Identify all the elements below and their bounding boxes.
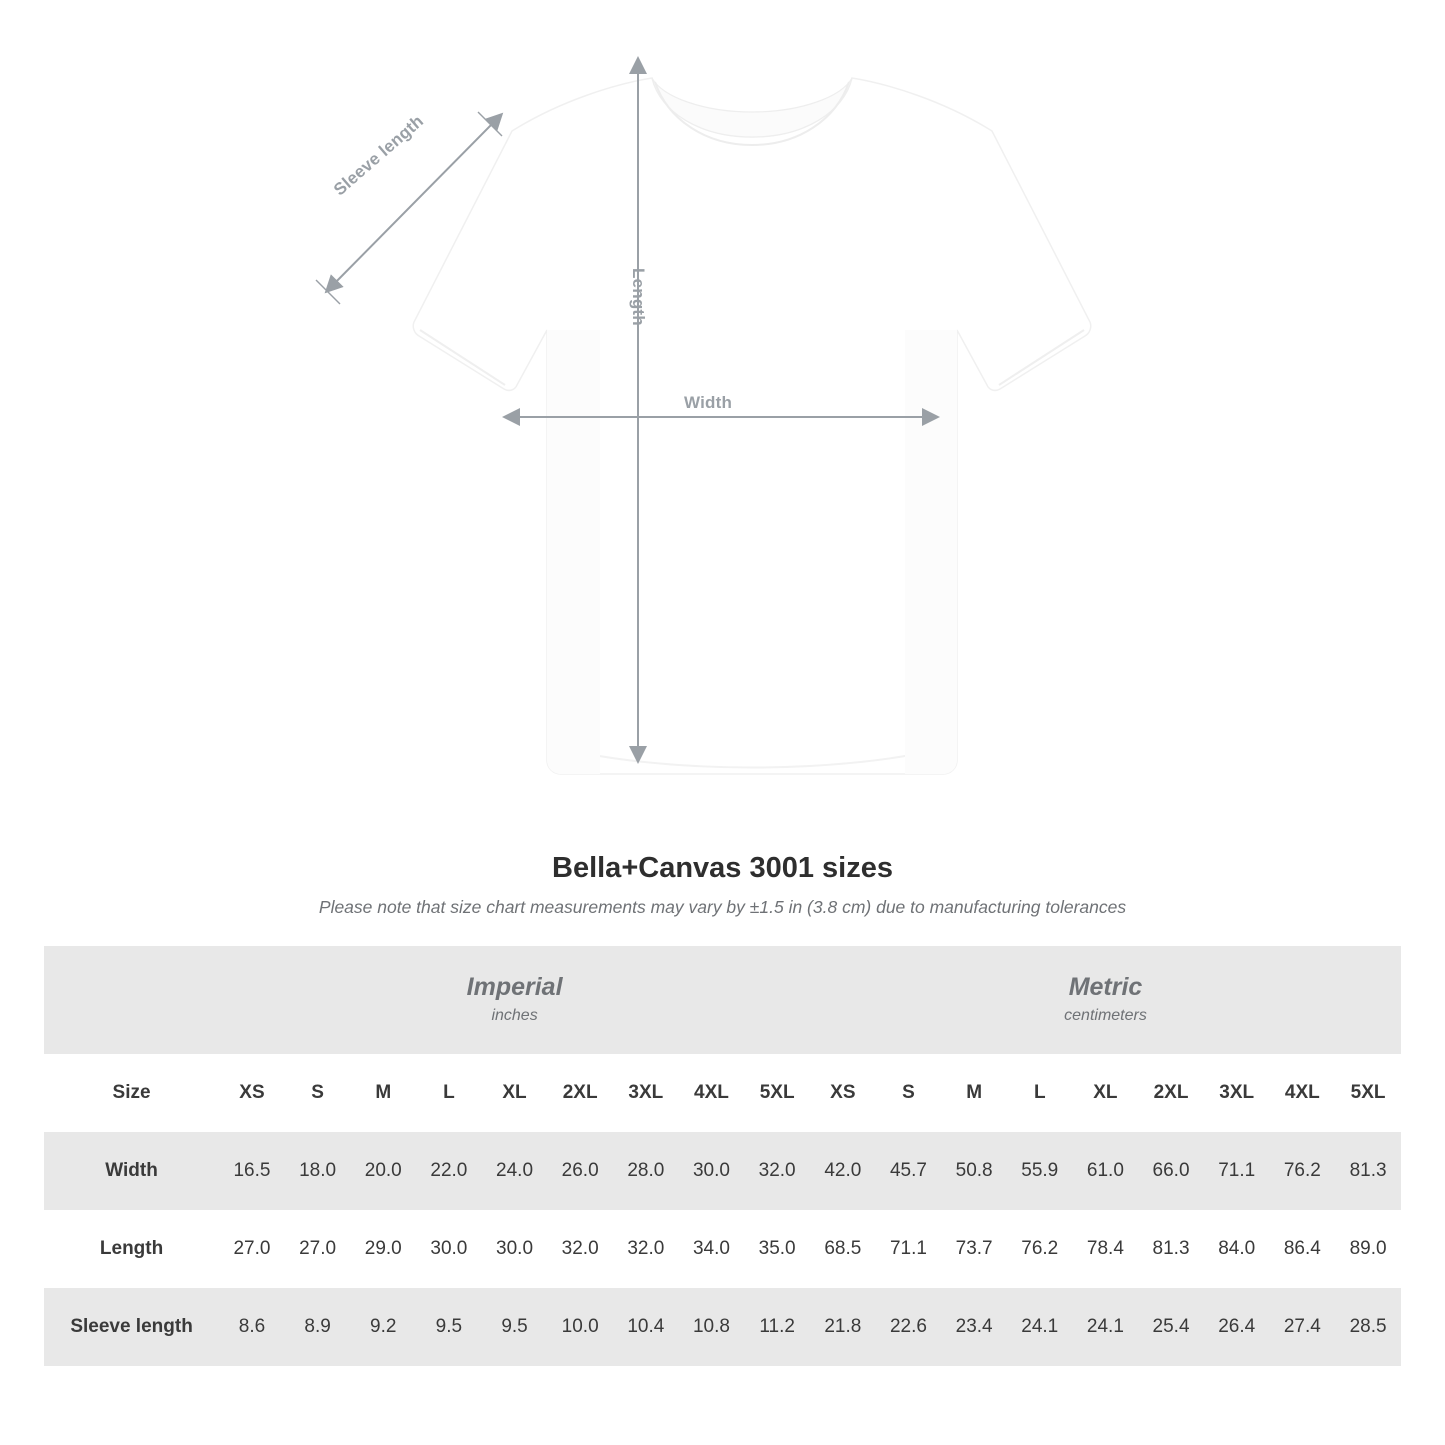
size-header-cell: S	[285, 1054, 351, 1132]
table-cell: 81.3	[1335, 1132, 1401, 1210]
table-cell: 11.2	[744, 1288, 810, 1366]
unit-group-imperial-name: Imperial	[466, 972, 563, 1001]
table-cell: 10.8	[679, 1288, 745, 1366]
table-cell: 42.0	[810, 1132, 876, 1210]
size-header-cell: M	[941, 1054, 1007, 1132]
row-label-sleeve-length: Sleeve length	[44, 1288, 219, 1366]
table-cell: 22.6	[876, 1288, 942, 1366]
table-cell: 21.8	[810, 1288, 876, 1366]
size-table-wrapper	[44, 946, 1401, 1366]
table-cell: 26.4	[1204, 1288, 1270, 1366]
table-cell: 16.5	[219, 1132, 285, 1210]
table-cell: 61.0	[1073, 1132, 1139, 1210]
title-block	[0, 852, 1445, 918]
table-cell: 71.1	[1204, 1132, 1270, 1210]
table-cell: 25.4	[1138, 1288, 1204, 1366]
table-cell: 18.0	[285, 1132, 351, 1210]
table-cell: 55.9	[1007, 1132, 1073, 1210]
table-cell: 26.0	[547, 1132, 613, 1210]
size-header-cell: 2XL	[547, 1054, 613, 1132]
table-cell: 32.0	[744, 1132, 810, 1210]
table-cell: 73.7	[941, 1210, 1007, 1288]
size-header-cell: L	[416, 1054, 482, 1132]
chart-title: Bella+Canvas 3001 sizes	[552, 852, 893, 884]
row-label-width: Width	[44, 1132, 219, 1210]
size-header-cell: 3XL	[1204, 1054, 1270, 1132]
size-header-cell: XL	[482, 1054, 548, 1132]
table-cell: 66.0	[1138, 1132, 1204, 1210]
size-header-cell: XS	[219, 1054, 285, 1132]
table-cell: 30.0	[482, 1210, 548, 1288]
table-cell: 35.0	[744, 1210, 810, 1288]
table-cell: 24.1	[1073, 1288, 1139, 1366]
table-cell: 8.6	[219, 1288, 285, 1366]
table-cell: 78.4	[1073, 1210, 1139, 1288]
table-cell: 50.8	[941, 1132, 1007, 1210]
table-cell: 28.5	[1335, 1288, 1401, 1366]
tshirt-shape	[413, 78, 1091, 774]
unit-group-metric-name: Metric	[1068, 972, 1143, 1001]
unit-group-row	[44, 946, 1401, 1054]
table-cell: 86.4	[1270, 1210, 1336, 1288]
table-row	[44, 1288, 1401, 1366]
unit-group-imperial	[219, 946, 810, 1054]
table-cell: 30.0	[679, 1132, 745, 1210]
table-cell: 32.0	[613, 1210, 679, 1288]
size-header-cell: 2XL	[1138, 1054, 1204, 1132]
table-cell: 45.7	[876, 1132, 942, 1210]
size-header-row	[44, 1054, 1401, 1132]
table-cell: 9.5	[416, 1288, 482, 1366]
table-cell: 29.0	[350, 1210, 416, 1288]
table-cell: 76.2	[1007, 1210, 1073, 1288]
table-cell: 76.2	[1270, 1132, 1336, 1210]
table-cell: 10.0	[547, 1288, 613, 1366]
table-cell: 84.0	[1204, 1210, 1270, 1288]
table-cell: 27.4	[1270, 1288, 1336, 1366]
size-header-cell: 4XL	[1270, 1054, 1336, 1132]
table-cell: 24.1	[1007, 1288, 1073, 1366]
table-cell: 34.0	[679, 1210, 745, 1288]
row-label-length: Length	[44, 1210, 219, 1288]
size-header-cell: 3XL	[613, 1054, 679, 1132]
table-cell: 32.0	[547, 1210, 613, 1288]
table-cell: 68.5	[810, 1210, 876, 1288]
table-cell: 8.9	[285, 1288, 351, 1366]
size-header-label: Size	[44, 1054, 219, 1132]
table-cell: 27.0	[219, 1210, 285, 1288]
size-header-cell: 4XL	[679, 1054, 745, 1132]
size-table	[44, 946, 1401, 1366]
table-row	[44, 1210, 1401, 1288]
size-header-cell: M	[350, 1054, 416, 1132]
unit-row-spacer	[44, 946, 219, 1054]
unit-group-imperial-unit: inches	[491, 1006, 538, 1024]
table-cell: 89.0	[1335, 1210, 1401, 1288]
size-header-cell: S	[876, 1054, 942, 1132]
table-cell: 22.0	[416, 1132, 482, 1210]
table-cell: 27.0	[285, 1210, 351, 1288]
table-cell: 20.0	[350, 1132, 416, 1210]
length-label: Length	[629, 268, 648, 326]
table-cell: 30.0	[416, 1210, 482, 1288]
table-cell: 81.3	[1138, 1210, 1204, 1288]
table-cell: 10.4	[613, 1288, 679, 1366]
table-cell: 9.5	[482, 1288, 548, 1366]
width-label: Width	[676, 393, 740, 413]
size-header-cell: XS	[810, 1054, 876, 1132]
chart-subtitle: Please note that size chart measurements may vary by ±1.5 in (3.8 cm) due to manufacturing tolerances	[318, 897, 1127, 917]
size-header-cell: 5XL	[744, 1054, 810, 1132]
table-cell: 28.0	[613, 1132, 679, 1210]
unit-group-metric-unit: centimeters	[1064, 1006, 1147, 1024]
size-header-cell: 5XL	[1335, 1054, 1401, 1132]
size-header-cell: L	[1007, 1054, 1073, 1132]
unit-group-metric	[810, 946, 1401, 1054]
table-cell: 23.4	[941, 1288, 1007, 1366]
table-row	[44, 1132, 1401, 1210]
sleeve-length-label: Sleeve length	[330, 111, 428, 200]
size-header-cell: XL	[1073, 1054, 1139, 1132]
table-cell: 9.2	[350, 1288, 416, 1366]
table-cell: 71.1	[876, 1210, 942, 1288]
table-cell: 24.0	[482, 1132, 548, 1210]
